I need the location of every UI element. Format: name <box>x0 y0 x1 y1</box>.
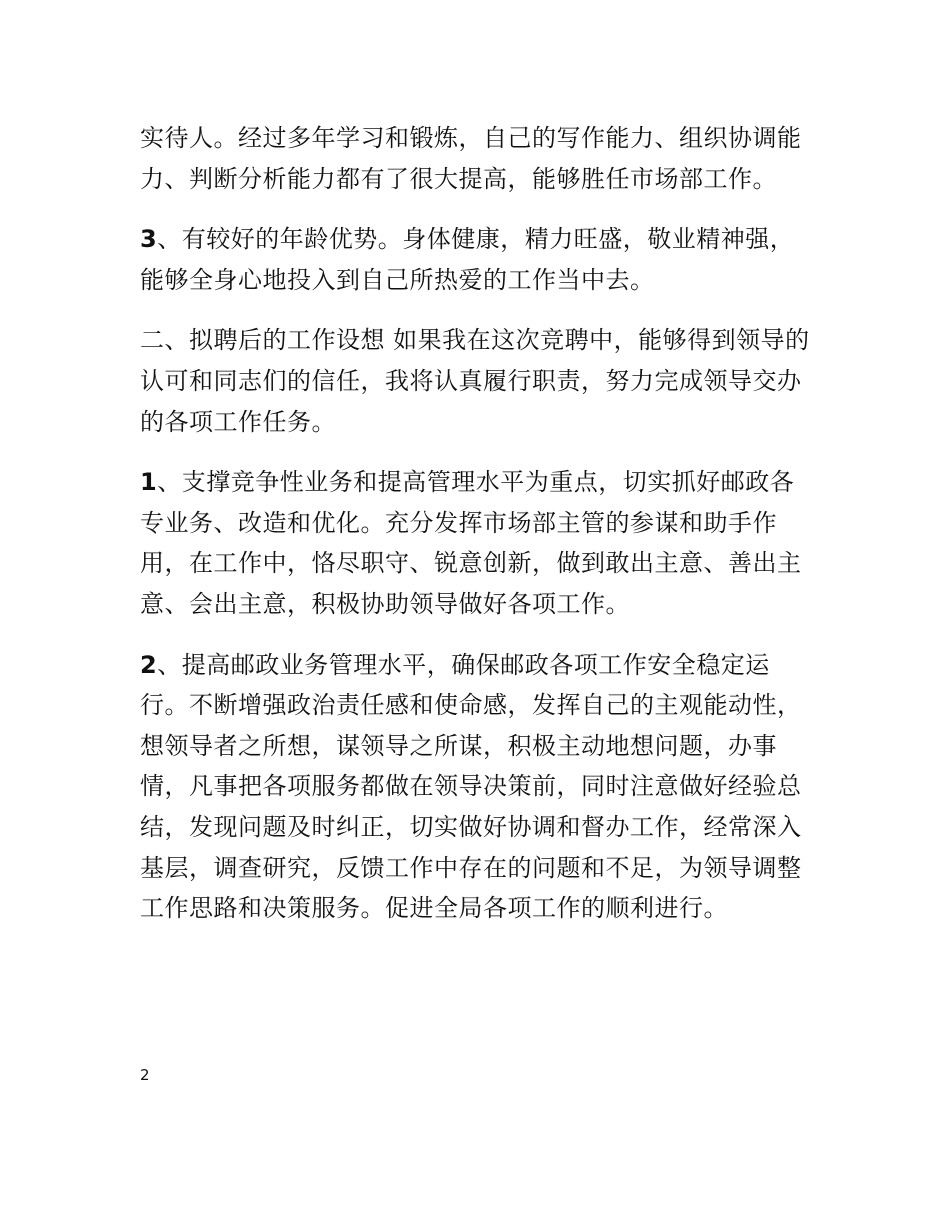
paragraph-text: 、有较好的年龄优势。身体健康，精力旺盛，敬业精神强，能够全身心地投入到自己所热爱的工作当中去。 <box>140 225 795 294</box>
paragraph-text: 实待人。经过多年学习和锻炼，自己的写作能力、组织协调能力、判断分析能力都有了很大提高，能够胜任市场部工作。 <box>140 124 802 193</box>
page-number: 2 <box>140 1066 150 1084</box>
paragraph-number: 2 <box>140 650 158 679</box>
document-body <box>140 118 815 949</box>
paragraph-point-2 <box>140 645 815 929</box>
paragraph-section-2 <box>140 320 815 442</box>
paragraph-point-1 <box>140 462 815 624</box>
paragraph-text: 、提高邮政业务管理水平，确保邮政各项工作安全稳定运行。不断增强政治责任感和使命感，发挥自己的主观能动性，想领导者之所想，谋领导之所谋，积极主动地想问题，办事情，凡事把各项服务都做在领导决策前，同时注意做好经验总结，发现问题及时纠正，切实做好协调和督办工作，经常深入基层，调查研究，反馈工作中存在的问题和不足，为领导调整工作思路和决策服务。促进全局各项工作的顺利进行。 <box>140 650 802 923</box>
paragraph-number: 3 <box>140 225 158 254</box>
paragraph-continued-intro <box>140 118 815 199</box>
paragraph-text: 、支撑竞争性业务和提高管理水平为重点，切实抓好邮政各专业务、改造和优化。充分发挥市场部主管的参谋和助手作用，在工作中，恪尽职守、锐意创新，做到敢出主意、善出主意、会出主意，积极协助领导做好各项工作。 <box>140 468 802 618</box>
paragraph-number: 1 <box>140 468 158 497</box>
paragraph-text: 二、拟聘后的工作设想 如果我在这次竞聘中，能够得到领导的认可和同志们的信任，我将认真履行职责，努力完成领导交办的各项工作任务。 <box>140 326 810 436</box>
paragraph-point-3 <box>140 219 815 300</box>
